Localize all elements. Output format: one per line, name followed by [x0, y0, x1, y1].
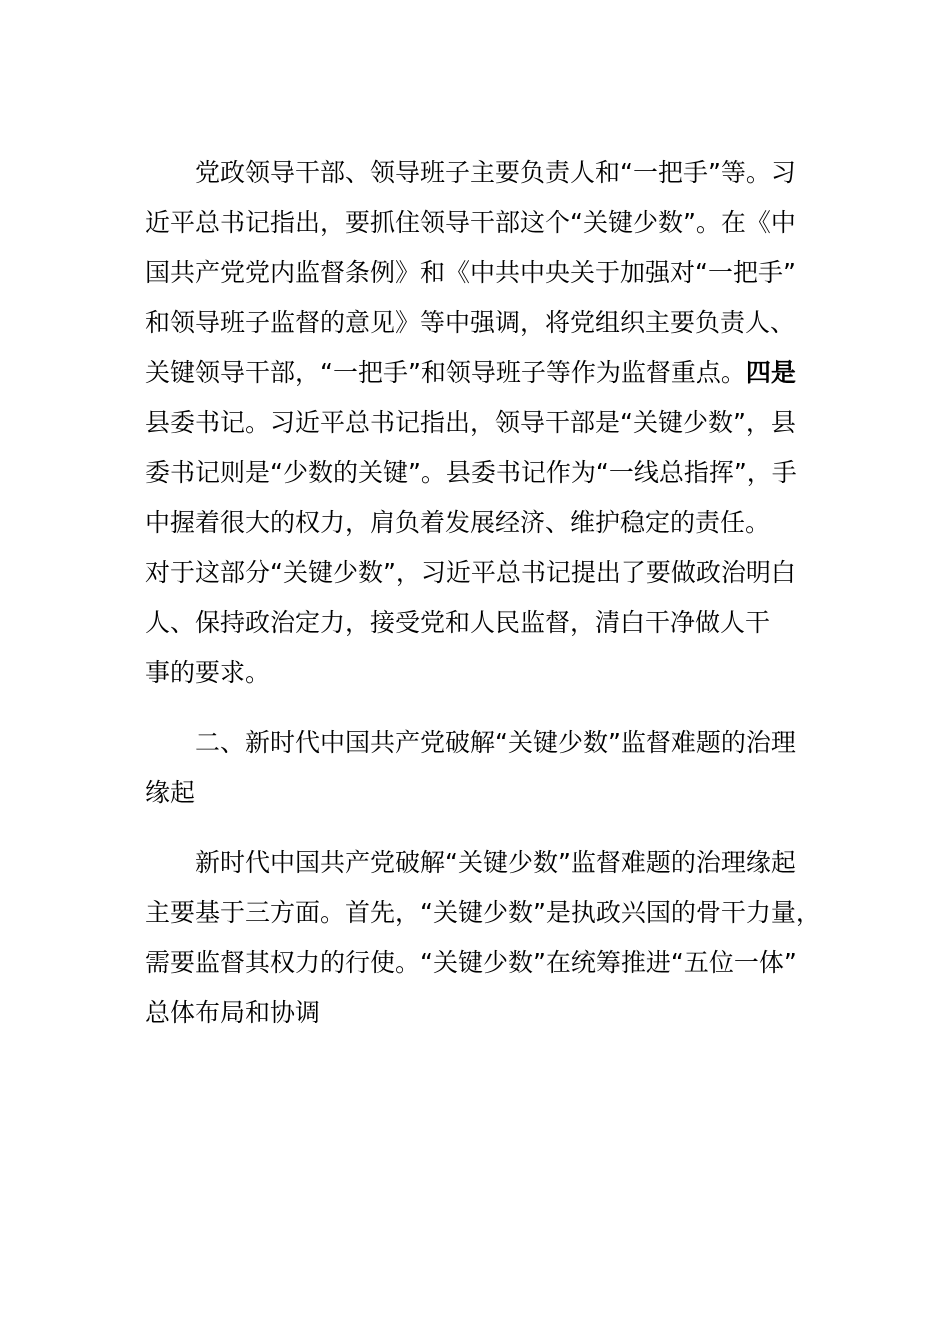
text-line: 中握着很大的权力，肩负着发展经济、维护稳定的责任。: [145, 508, 771, 537]
text-line: 事的要求。: [145, 658, 271, 687]
text-line: 县委书记。习近平总书记指出，领导干部是“关键少数”，县: [145, 408, 796, 437]
text-line: 国共产党党内监督条例》和《中共中央关于加强对“一把手”: [145, 258, 796, 287]
text-segment: 关键领导干部，“一把手”和领导班子等作为监督重点。: [145, 358, 746, 387]
text-line: 需要监督其权力的行使。“关键少数”在统筹推进“五位一体”: [145, 948, 797, 977]
section-heading-2: [145, 718, 815, 818]
text-line: 党政领导干部、领导班子主要负责人和“一把手”等。习: [195, 158, 796, 187]
text-line-with-bold: [145, 348, 815, 398]
text-line: 总体布局和协调: [145, 998, 321, 1027]
heading-line: 缘起: [145, 778, 196, 807]
text-line: 对于这部分“关键少数”，习近平总书记提出了要做政治明白: [145, 558, 796, 587]
paragraph-key-minority-targets: [145, 148, 815, 698]
text-line: 新时代中国共产党破解“关键少数”监督难题的治理缘起: [195, 848, 796, 877]
paragraph-governance-origins: [145, 838, 821, 1038]
text-line: 近平总书记指出，要抓住领导干部这个“关键少数”。在《中: [145, 208, 796, 237]
text-line: 主要基于三方面。首先，“关键少数”是执政兴国的骨干力量，: [145, 898, 821, 927]
text-line: 和领导班子监督的意见》等中强调，将党组织主要负责人、: [145, 308, 796, 337]
heading-line: 二、新时代中国共产党破解“关键少数”监督难题的治理: [195, 728, 796, 757]
text-line: 委书记则是“少数的关键”。县委书记作为“一线总指挥”，手: [145, 458, 797, 487]
bold-marker: 四是: [745, 358, 796, 387]
text-line: 人、保持政治定力，接受党和人民监督，清白干净做人干: [145, 608, 771, 637]
